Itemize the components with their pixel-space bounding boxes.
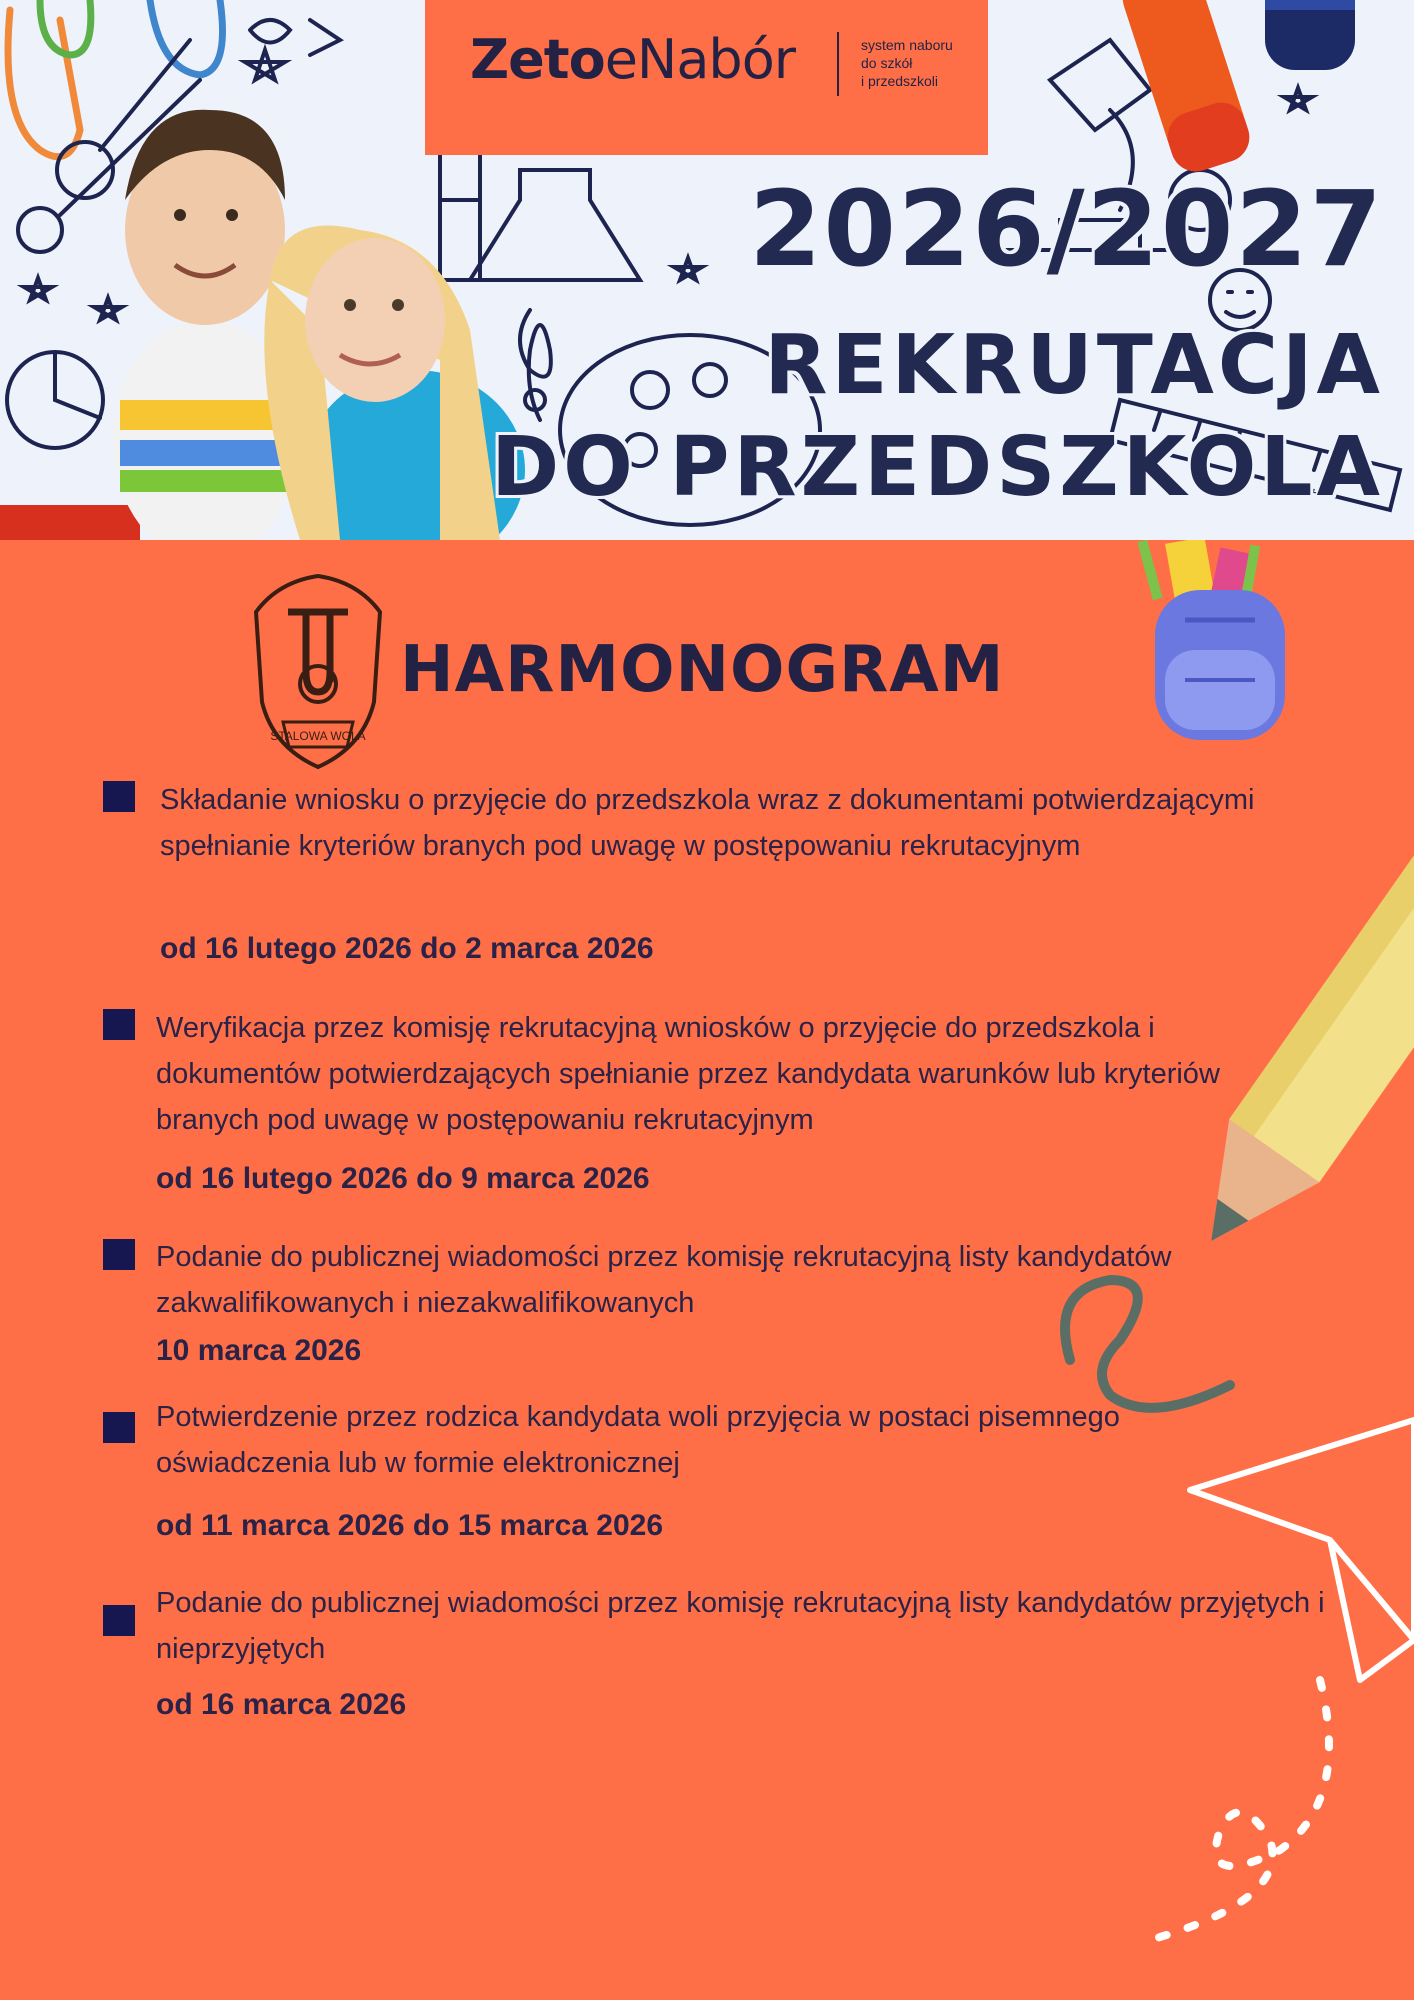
bullet-square [103,1239,135,1270]
schedule-item-date: od 16 lutego 2026 do 9 marca 2026 [156,1162,650,1195]
header-banner [0,0,1414,540]
schedule-item-text: Podanie do publicznej wiadomości przez komisję rekrutacyjną listy kandydatów zakwalifikowanych i niezakwalifikowanych [156,1241,1172,1319]
children-photo [0,110,525,540]
schedule-item-date: od 16 lutego 2026 do 2 marca 2026 [160,932,654,965]
bullet-square [103,1009,135,1040]
schedule-item-text: Weryfikacja przez komisję rekrutacyjną wniosków o przyjęcie do przedszkola i dokumentów potwierdzających spełnianie przez kandydata warunków lub kryteriów branych pod uwagę w postępowaniu rekrutacyjnym [156,1012,1220,1136]
schedule-item-text: Podanie do publicznej wiadomości przez komisję rekrutacyjną listy kandydatów przyjętych i nieprzyjętych [156,1587,1325,1665]
logo-brand-light: eNabór [604,28,795,91]
schedule-item-text: Składanie wniosku o przyjęcie do przedszkola wraz z dokumentami potwierdzającymi spełnianie kryteriów branych pod uwagę w postępowaniu rekrutacyjnym [160,784,1255,862]
schedule-item-date: 10 marca 2026 [156,1334,362,1367]
headline-line-2: DO PRZEDSZKOLA [491,420,1384,515]
bullet-square [103,1412,135,1443]
logo-divider [837,32,839,96]
logo-brand-bold: Zeto [470,28,605,91]
school-crest-icon [248,572,388,772]
schedule-item-date: od 16 marca 2026 [156,1688,407,1721]
pencil-and-plane-decoration [1030,780,1414,1960]
headline-year: 2026/2027 [749,168,1384,290]
headline-line-1: REKRUTACJA [764,318,1384,413]
schedule-item-text: Potwierdzenie przez rodzica kandydata woli przyjęcia w postaci pisemnego oświadczenia lub w formie elektronicznej [156,1401,1120,1479]
bullet-square [103,781,135,812]
logo-tagline: system naboru do szkół i przedszkoli [861,37,953,89]
backpack-icon [1125,540,1295,750]
bullet-square [103,1605,135,1636]
schedule-item-date: od 11 marca 2026 do 15 marca 2026 [156,1509,664,1542]
crest-text: STALOWA WOLA [270,729,366,743]
section-title: HARMONOGRAM [400,633,1005,707]
zeto-enabor-logo [425,0,988,155]
